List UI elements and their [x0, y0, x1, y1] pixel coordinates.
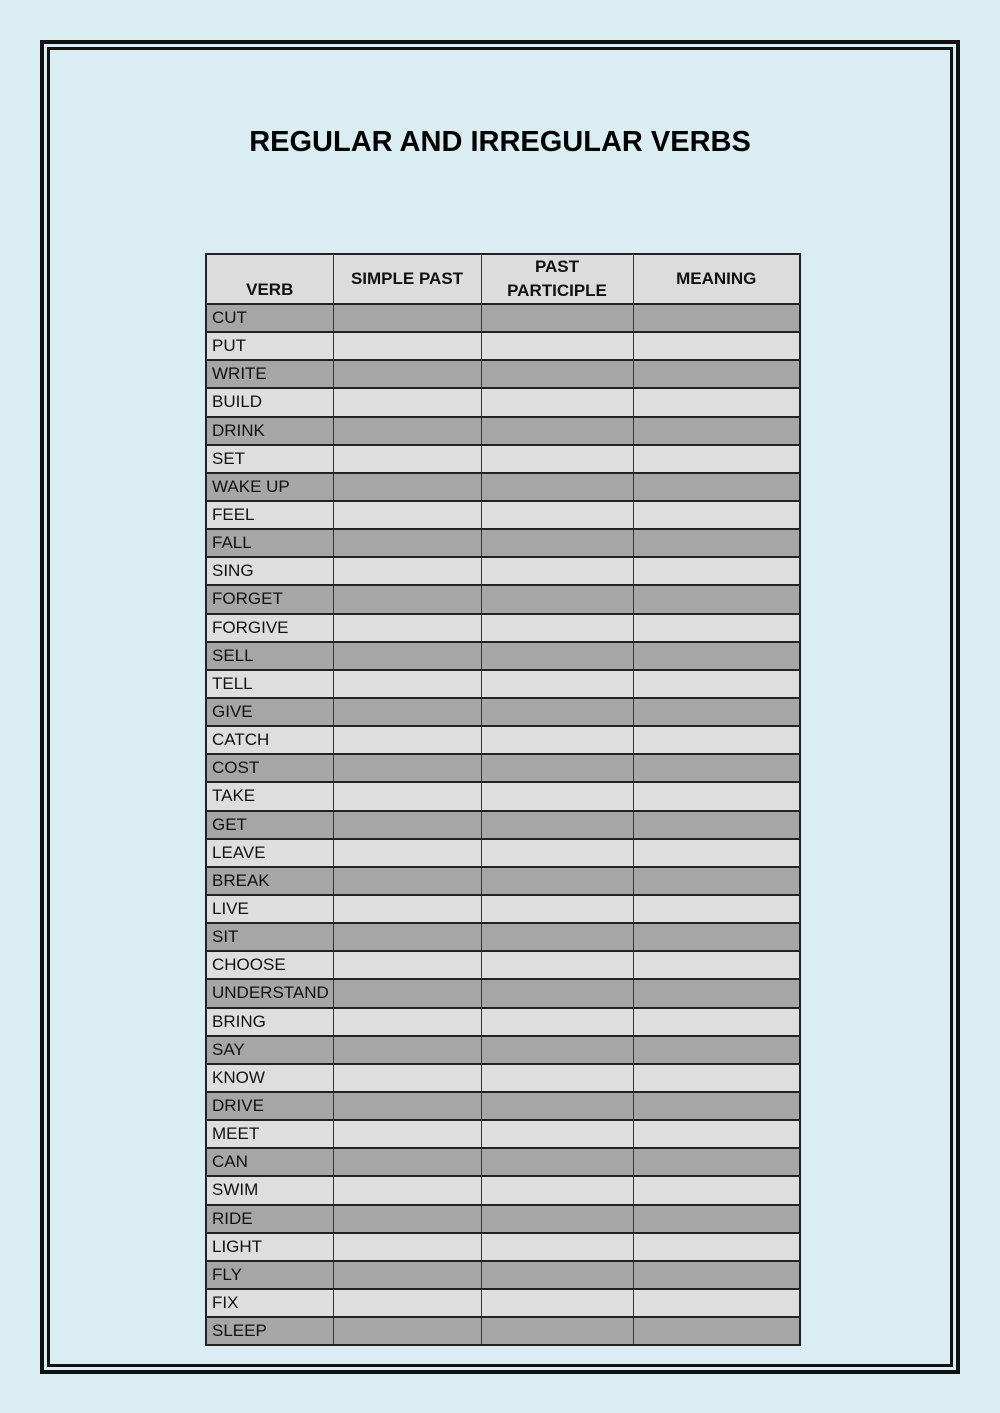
simple-past-answer-cell[interactable] — [333, 1176, 481, 1204]
table-row — [206, 1205, 800, 1233]
past-participle-answer-cell[interactable] — [481, 529, 633, 557]
past-participle-answer-cell[interactable] — [481, 811, 633, 839]
table-row — [206, 782, 800, 810]
table-row — [206, 417, 800, 445]
past-participle-answer-cell[interactable] — [481, 642, 633, 670]
past-participle-answer-cell[interactable] — [481, 1205, 633, 1233]
verb-cell: FORGIVE — [206, 614, 333, 642]
meaning-answer-cell[interactable] — [633, 895, 800, 923]
meaning-answer-cell[interactable] — [633, 1148, 800, 1176]
table-row — [206, 1261, 800, 1289]
meaning-answer-cell[interactable] — [633, 445, 800, 473]
past-participle-answer-cell[interactable] — [481, 501, 633, 529]
table-row — [206, 811, 800, 839]
meaning-answer-cell[interactable] — [633, 670, 800, 698]
past-participle-answer-cell[interactable] — [481, 417, 633, 445]
simple-past-answer-cell[interactable] — [333, 839, 481, 867]
table-row — [206, 1176, 800, 1204]
past-participle-answer-cell[interactable] — [481, 698, 633, 726]
past-participle-answer-cell[interactable] — [481, 1261, 633, 1289]
meaning-answer-cell[interactable] — [633, 839, 800, 867]
verb-cell: LEAVE — [206, 839, 333, 867]
table-header — [206, 254, 800, 304]
meaning-answer-cell[interactable] — [633, 979, 800, 1007]
simple-past-answer-cell[interactable] — [333, 726, 481, 754]
past-participle-answer-cell[interactable] — [481, 332, 633, 360]
meaning-answer-cell[interactable] — [633, 1233, 800, 1261]
header-meaning: MEANING — [633, 254, 800, 304]
meaning-answer-cell[interactable] — [633, 557, 800, 585]
past-participle-answer-cell[interactable] — [481, 1092, 633, 1120]
past-participle-answer-cell[interactable] — [481, 1289, 633, 1317]
meaning-answer-cell[interactable] — [633, 726, 800, 754]
table-row — [206, 1036, 800, 1064]
simple-past-answer-cell[interactable] — [333, 1205, 481, 1233]
meaning-answer-cell[interactable] — [633, 360, 800, 388]
verb-cell: CUT — [206, 304, 333, 332]
table-row — [206, 1148, 800, 1176]
past-participle-answer-cell[interactable] — [481, 1176, 633, 1204]
meaning-answer-cell[interactable] — [633, 304, 800, 332]
simple-past-answer-cell[interactable] — [333, 979, 481, 1007]
verb-cell: BREAK — [206, 867, 333, 895]
verb-cell: FLY — [206, 1261, 333, 1289]
past-participle-answer-cell[interactable] — [481, 388, 633, 416]
verb-cell: CHOOSE — [206, 951, 333, 979]
past-participle-answer-cell[interactable] — [481, 614, 633, 642]
simple-past-answer-cell[interactable] — [333, 754, 481, 782]
simple-past-answer-cell[interactable] — [333, 1064, 481, 1092]
verb-cell: SAY — [206, 1036, 333, 1064]
simple-past-answer-cell[interactable] — [333, 557, 481, 585]
simple-past-answer-cell[interactable] — [333, 1148, 481, 1176]
past-participle-answer-cell[interactable] — [481, 1120, 633, 1148]
table-row — [206, 501, 800, 529]
simple-past-answer-cell[interactable] — [333, 304, 481, 332]
verb-cell: DRINK — [206, 417, 333, 445]
simple-past-answer-cell[interactable] — [333, 895, 481, 923]
simple-past-answer-cell[interactable] — [333, 1120, 481, 1148]
simple-past-answer-cell[interactable] — [333, 923, 481, 951]
meaning-answer-cell[interactable] — [633, 529, 800, 557]
past-participle-answer-cell[interactable] — [481, 839, 633, 867]
verb-cell: GET — [206, 811, 333, 839]
table-row — [206, 642, 800, 670]
verb-cell: SELL — [206, 642, 333, 670]
verb-cell: COST — [206, 754, 333, 782]
worksheet-title: REGULAR AND IRREGULAR VERBS — [249, 126, 751, 158]
meaning-answer-cell[interactable] — [633, 811, 800, 839]
verb-cell: BRING — [206, 1008, 333, 1036]
past-participle-answer-cell[interactable] — [481, 867, 633, 895]
simple-past-answer-cell[interactable] — [333, 529, 481, 557]
simple-past-answer-cell[interactable] — [333, 388, 481, 416]
past-participle-answer-cell[interactable] — [481, 782, 633, 810]
meaning-answer-cell[interactable] — [633, 1092, 800, 1120]
header-row — [206, 254, 800, 304]
simple-past-answer-cell[interactable] — [333, 614, 481, 642]
table-row — [206, 1317, 800, 1345]
meaning-answer-cell[interactable] — [633, 1317, 800, 1345]
verb-cell: SLEEP — [206, 1317, 333, 1345]
verb-cell: RIDE — [206, 1205, 333, 1233]
table-body — [206, 304, 800, 1345]
simple-past-answer-cell[interactable] — [333, 951, 481, 979]
meaning-answer-cell[interactable] — [633, 1176, 800, 1204]
verb-cell: UNDERSTAND — [206, 979, 333, 1007]
verb-cell: LIGHT — [206, 1233, 333, 1261]
simple-past-answer-cell[interactable] — [333, 1233, 481, 1261]
meaning-answer-cell[interactable] — [633, 473, 800, 501]
past-participle-answer-cell[interactable] — [481, 445, 633, 473]
table-row — [206, 726, 800, 754]
past-participle-answer-cell[interactable] — [481, 895, 633, 923]
verb-cell: CAN — [206, 1148, 333, 1176]
table-row — [206, 360, 800, 388]
simple-past-answer-cell[interactable] — [333, 670, 481, 698]
verb-cell: SIT — [206, 923, 333, 951]
table-row — [206, 529, 800, 557]
table-row — [206, 1289, 800, 1317]
past-participle-answer-cell[interactable] — [481, 979, 633, 1007]
simple-past-answer-cell[interactable] — [333, 867, 481, 895]
table-row — [206, 1120, 800, 1148]
simple-past-answer-cell[interactable] — [333, 782, 481, 810]
table-row — [206, 473, 800, 501]
simple-past-answer-cell[interactable] — [333, 811, 481, 839]
table-row — [206, 867, 800, 895]
table-row — [206, 923, 800, 951]
table-row — [206, 332, 800, 360]
meaning-answer-cell[interactable] — [633, 1036, 800, 1064]
header-past-participle-line2: PARTICIPLE — [507, 281, 607, 300]
meaning-answer-cell[interactable] — [633, 867, 800, 895]
simple-past-answer-cell[interactable] — [333, 501, 481, 529]
meaning-answer-cell[interactable] — [633, 754, 800, 782]
meaning-answer-cell[interactable] — [633, 501, 800, 529]
meaning-answer-cell[interactable] — [633, 923, 800, 951]
table-row — [206, 895, 800, 923]
past-participle-answer-cell[interactable] — [481, 1008, 633, 1036]
verb-cell: SET — [206, 445, 333, 473]
table-row — [206, 557, 800, 585]
verb-cell: PUT — [206, 332, 333, 360]
simple-past-answer-cell[interactable] — [333, 445, 481, 473]
verb-cell: CATCH — [206, 726, 333, 754]
meaning-answer-cell[interactable] — [633, 1120, 800, 1148]
past-participle-answer-cell[interactable] — [481, 754, 633, 782]
past-participle-answer-cell[interactable] — [481, 304, 633, 332]
simple-past-answer-cell[interactable] — [333, 360, 481, 388]
meaning-answer-cell[interactable] — [633, 332, 800, 360]
meaning-answer-cell[interactable] — [633, 1008, 800, 1036]
verb-cell: LIVE — [206, 895, 333, 923]
verb-cell: WRITE — [206, 360, 333, 388]
verb-cell: WAKE UP — [206, 473, 333, 501]
meaning-answer-cell[interactable] — [633, 1064, 800, 1092]
past-participle-answer-cell[interactable] — [481, 726, 633, 754]
verb-cell: KNOW — [206, 1064, 333, 1092]
past-participle-answer-cell[interactable] — [481, 670, 633, 698]
header-simple-past: SIMPLE PAST — [333, 254, 481, 304]
meaning-answer-cell[interactable] — [633, 585, 800, 613]
simple-past-answer-cell[interactable] — [333, 1036, 481, 1064]
table-row — [206, 951, 800, 979]
table-row — [206, 585, 800, 613]
verb-cell: TELL — [206, 670, 333, 698]
past-participle-answer-cell[interactable] — [481, 1317, 633, 1345]
meaning-answer-cell[interactable] — [633, 951, 800, 979]
simple-past-answer-cell[interactable] — [333, 585, 481, 613]
verbs-table — [205, 253, 801, 1346]
simple-past-answer-cell[interactable] — [333, 332, 481, 360]
past-participle-answer-cell[interactable] — [481, 360, 633, 388]
past-participle-answer-cell[interactable] — [481, 585, 633, 613]
meaning-answer-cell[interactable] — [633, 1261, 800, 1289]
table-row — [206, 1008, 800, 1036]
simple-past-answer-cell[interactable] — [333, 1289, 481, 1317]
past-participle-answer-cell[interactable] — [481, 1064, 633, 1092]
verb-cell: FIX — [206, 1289, 333, 1317]
table-row — [206, 445, 800, 473]
simple-past-answer-cell[interactable] — [333, 698, 481, 726]
table-row — [206, 614, 800, 642]
past-participle-answer-cell[interactable] — [481, 951, 633, 979]
simple-past-answer-cell[interactable] — [333, 642, 481, 670]
verb-cell: FALL — [206, 529, 333, 557]
meaning-answer-cell[interactable] — [633, 1205, 800, 1233]
table-row — [206, 388, 800, 416]
meaning-answer-cell[interactable] — [633, 388, 800, 416]
header-past-participle — [481, 254, 633, 304]
past-participle-answer-cell[interactable] — [481, 923, 633, 951]
table-row — [206, 839, 800, 867]
verb-cell: GIVE — [206, 698, 333, 726]
meaning-answer-cell[interactable] — [633, 614, 800, 642]
verb-cell: BUILD — [206, 388, 333, 416]
table-row — [206, 1092, 800, 1120]
table-row — [206, 754, 800, 782]
verb-cell: FEEL — [206, 501, 333, 529]
verb-cell: MEET — [206, 1120, 333, 1148]
simple-past-answer-cell[interactable] — [333, 473, 481, 501]
past-participle-answer-cell[interactable] — [481, 557, 633, 585]
table-row — [206, 979, 800, 1007]
simple-past-answer-cell[interactable] — [333, 417, 481, 445]
past-participle-answer-cell[interactable] — [481, 1148, 633, 1176]
meaning-answer-cell[interactable] — [633, 1289, 800, 1317]
table-row — [206, 1233, 800, 1261]
verb-cell: SWIM — [206, 1176, 333, 1204]
meaning-answer-cell[interactable] — [633, 642, 800, 670]
table-row — [206, 304, 800, 332]
simple-past-answer-cell[interactable] — [333, 1008, 481, 1036]
meaning-answer-cell[interactable] — [633, 417, 800, 445]
verb-cell: SING — [206, 557, 333, 585]
past-participle-answer-cell[interactable] — [481, 1036, 633, 1064]
simple-past-answer-cell[interactable] — [333, 1317, 481, 1345]
meaning-answer-cell[interactable] — [633, 782, 800, 810]
table-row — [206, 1064, 800, 1092]
header-verb: VERB — [206, 254, 333, 304]
simple-past-answer-cell[interactable] — [333, 1261, 481, 1289]
table-row — [206, 670, 800, 698]
verb-cell: DRIVE — [206, 1092, 333, 1120]
verb-cell: FORGET — [206, 585, 333, 613]
past-participle-answer-cell[interactable] — [481, 1233, 633, 1261]
simple-past-answer-cell[interactable] — [333, 1092, 481, 1120]
table-row — [206, 698, 800, 726]
meaning-answer-cell[interactable] — [633, 698, 800, 726]
header-past-participle-line1: PAST — [534, 257, 580, 276]
past-participle-answer-cell[interactable] — [481, 473, 633, 501]
verb-cell: TAKE — [206, 782, 333, 810]
